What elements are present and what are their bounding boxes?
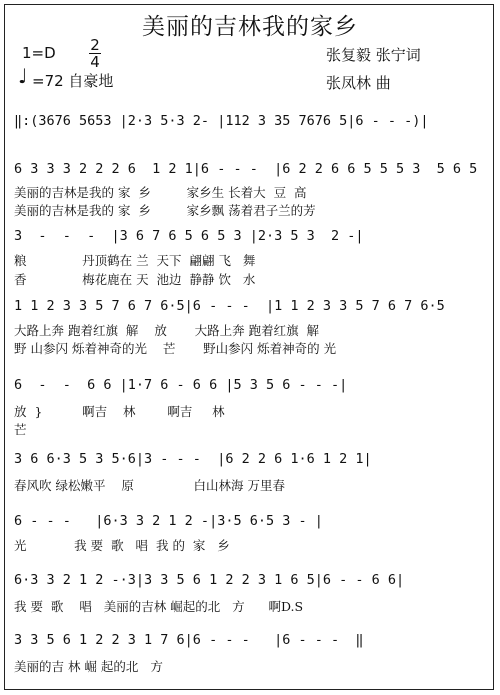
time-signature-bottom: 4 [90, 53, 100, 71]
score-row-6-lyric-1: 春风吹 绿松嫩平 原 白山林海 万里春 [14, 478, 285, 493]
time-signature [88, 37, 102, 70]
score-row-7-notes: 6 - - - |6·3 3 2 1 2 -|3·5 6·5 3 - | [14, 513, 323, 529]
score-row-3-lyric-1: 粮 丹顶鹤在 兰 天下 翩翩 飞 舞 [14, 253, 256, 268]
score-row-5-notes: 6 - - 6 6 |1·7 6 - 6 6 |5 3 5 6 - - -| [14, 377, 348, 393]
score-row-3-lyric-2: 香 梅花鹿在 天 池边 静静 饮 水 [14, 272, 256, 287]
score-row-1-notes: ‖:(3676 5653 |2·3 5·3 2- |112 3 35 7676 5|6 - - -)| [14, 113, 429, 129]
score-row-4-lyric-2: 野 山参闪 烁着神奇的光 芒 野山参闪 烁着神奇的 光 [14, 341, 337, 356]
score-row-6-notes: 3 6 6·3 5 3 5·6|3 - - - |6 2 2 6 1·6 1 2 1| [14, 451, 372, 467]
score-row-8-notes: 6·3 3 2 1 2 -·3|3 3 5 6 1 2 2 3 1 6 5|6 - - 6 6| [14, 572, 405, 588]
quarter-note-icon: ♩ [18, 64, 28, 88]
score-row-9-notes: 3 3 5 6 1 2 2 3 1 7 6|6 - - - |6 - - - ‖ [14, 632, 364, 648]
composer-credit: 张凤林 曲 [326, 74, 391, 92]
score-row-5-lyric-2: 芒 [14, 422, 27, 437]
score-row-2-lyric-2: 美丽的吉林是我的 家 乡 家乡飘 荡着君子兰的芳 [14, 203, 316, 218]
score-row-7-lyric-1: 光 我 要 歌 唱 我 的 家 乡 [14, 538, 230, 553]
score-row-3-notes: 3 - - - |3 6 7 6 5 6 5 3 |2·3 5 3 2 -| [14, 228, 364, 244]
lyricist-credit: 张复毅 张宁词 [326, 46, 421, 64]
key-signature: 1=D [22, 44, 56, 62]
score-row-2-lyric-1: 美丽的吉林是我的 家 乡 家乡生 长着大 豆 高 [14, 185, 307, 200]
score-row-2-notes: 6 3 3 3 2 2 2 6 1 2 1|6 - - - |6 2 2 6 6 5 5 5 3 5 6 5 [14, 161, 478, 177]
score-row-9-lyric-1: 美丽的吉 林 崛 起的北 方 [14, 659, 163, 674]
song-title: 美丽的吉林我的家乡 [142, 14, 358, 40]
score-row-4-notes: 1 1 2 3 3 5 7 6 7 6·5|6 - - - |1 1 2 3 3 5 7 6 7 6·5 [14, 298, 445, 314]
score-row-4-lyric-1: 大路上奔 跑着红旗 解 放 大路上奔 跑着红旗 解 [14, 323, 320, 338]
tempo-marking: =72 自豪地 [32, 72, 114, 90]
score-row-5-lyric-1: 放 } 啊吉 林 啊吉 林 [14, 404, 225, 419]
score-row-8-lyric-1: 我 要 歌 唱 美丽的吉林 崛起的北 方 啊D.S [14, 599, 304, 614]
time-signature-top: 2 [90, 36, 100, 54]
